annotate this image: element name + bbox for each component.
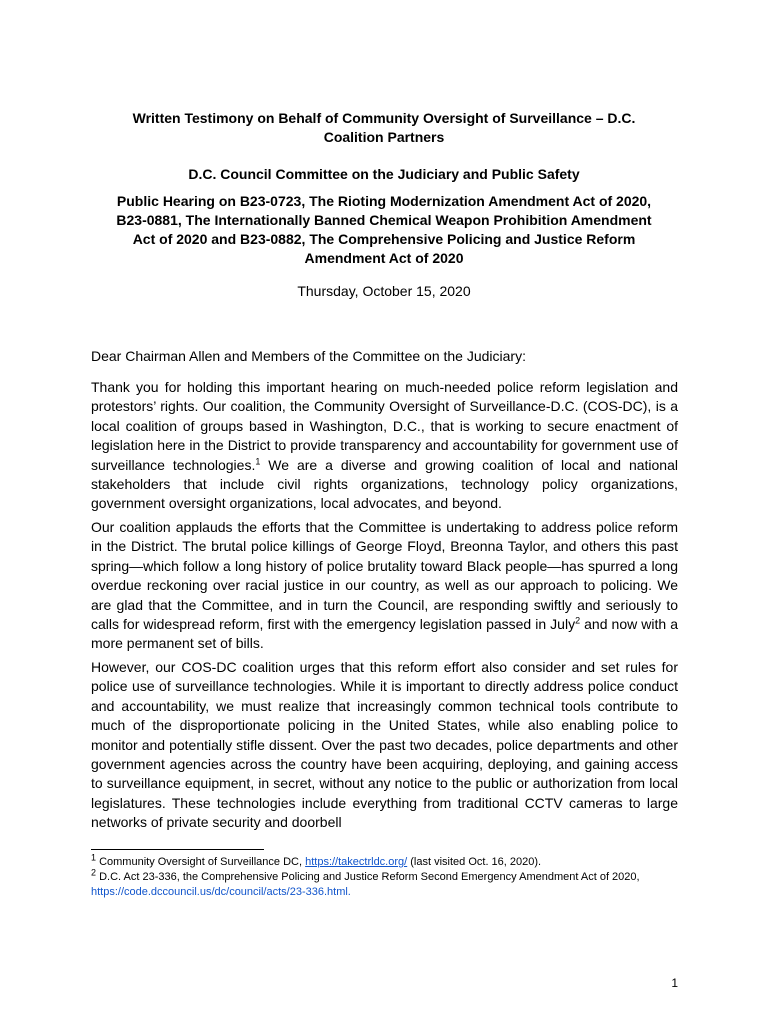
footnote-2-number: 2: [91, 867, 97, 878]
paragraph-1-text-b: We are a diverse and growing coalition of local and national stakeholders that include civil rights organizations, technology policy organizations, government oversight organizations, local advocates, and beyond.: [91, 456, 678, 512]
footnote-1-text-a: Community Oversight of Surveillance DC,: [96, 856, 306, 868]
paragraph-2-text-b: and now with a more permanent set of bills.: [91, 616, 678, 652]
footnote-2: [91, 867, 691, 900]
title-line-1: Written Testimony on Behalf of Community Oversight of Surveillance – D.C.: [132, 110, 636, 126]
hearing-line-3: Act of 2020 and B23-0882, The Comprehensive Policing and Justice Reform: [132, 231, 636, 247]
paragraph-1: [91, 378, 678, 514]
footnote-ref-2[interactable]: 2: [575, 615, 581, 626]
footnote-2-link[interactable]: https://code.dccouncil.us/dc/council/acts/23-336.html.: [91, 886, 351, 898]
footnote-1: [91, 852, 691, 870]
committee-heading: D.C. Council Committee on the Judiciary and Public Safety: [188, 166, 580, 182]
footnote-1-link[interactable]: https://takectrldc.org/: [305, 856, 408, 868]
hearing-date: Thursday, October 15, 2020: [297, 283, 471, 299]
hearing-line-4: Amendment Act of 2020: [304, 250, 464, 266]
salutation: Dear Chairman Allen and Members of the Committee on the Judiciary:: [91, 348, 526, 364]
footnote-2-text-a: D.C. Act 23-336, the Comprehensive Policing and Justice Reform Second Emergency Amendment Act of 2020,: [96, 871, 640, 883]
hearing-line-1: Public Hearing on B23-0723, The Rioting Modernization Amendment Act of 2020,: [116, 193, 652, 209]
title-line-2: Coalition Partners: [323, 129, 445, 145]
hearing-heading: [60, 192, 708, 268]
footnote-separator: [91, 849, 264, 850]
paragraph-2-text-a: Our coalition applauds the efforts that the Committee is undertaking to address police reform in the District. The brutal police killings of George Floyd, Breonna Taylor, and others this past spring—which follow a long history of police brutality toward Black people—has spurred a long overdue reckoning over racial justice in our country, as well as our approach to policing. We are glad that the Committee, and in turn the Council, are responding swiftly and seriously to calls for widespread reform, first with the emergency legislation passed in July: [91, 519, 678, 633]
paragraph-2: [91, 518, 678, 654]
page-number: 1: [671, 976, 678, 990]
hearing-line-2: B23-0881, The Internationally Banned Chemical Weapon Prohibition Amendment: [116, 212, 652, 228]
paragraph-1-text-a: Thank you for holding this important hearing on much-needed police reform legislation and protestors’ rights. Our coalition, the Community Oversight of Surveillance-D.C. (COS-DC), is a local coalition of groups based in Washington, D.C., that is working to secure enactment of legislation here in the District to provide transparency and accountability for government use of surveillance technologies.: [91, 379, 678, 473]
footnote-ref-1[interactable]: 1: [255, 455, 261, 466]
paragraph-3: However, our COS-DC coalition urges that this reform effort also consider and set rules for police use of surveillance technologies. While it is important to directly address police conduct and accountability, we must realize that increasingly common technical tools contribute to much of the disproportionate policing in the United States, while also enabling police to monitor and potentially stifle dissent. Over the past two decades, police departments and other government agencies across the country have been acquiring, deploying, and gaining access to surveillance equipment, in secret, without any notice to the public or authorization from local legislatures. These technologies include everything from traditional CCTV cameras to large networks of private security and doorbell: [91, 659, 678, 831]
document-title: [60, 109, 708, 147]
footnote-1-text-b: (last visited Oct. 16, 2020).: [407, 856, 542, 868]
footnote-1-number: 1: [91, 852, 97, 863]
